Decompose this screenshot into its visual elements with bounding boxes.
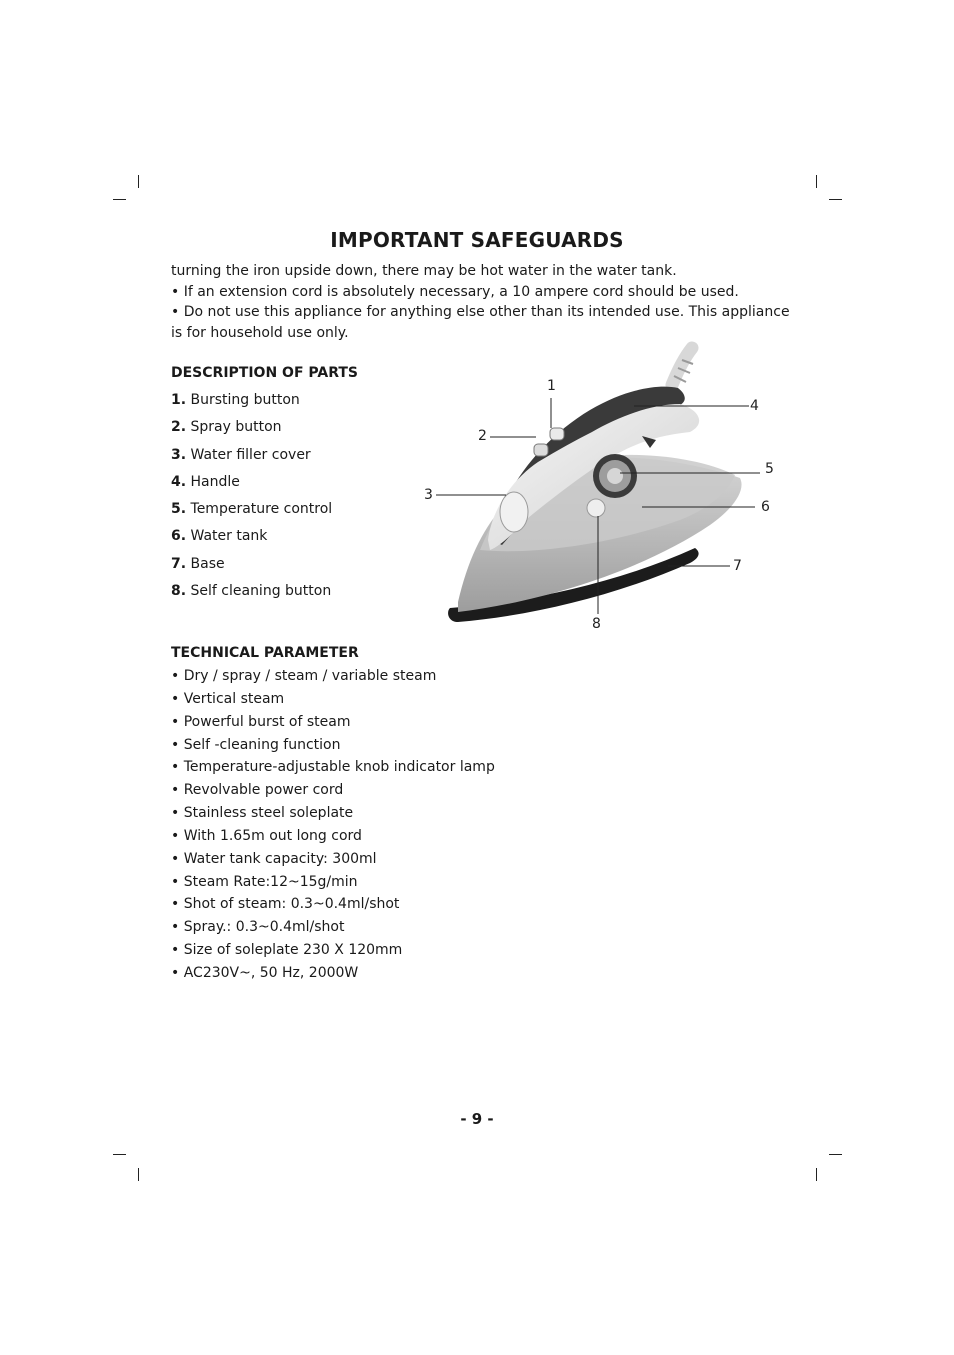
list-item: • Revolvable power cord — [171, 782, 344, 799]
page-number: - 9 - — [460, 1110, 494, 1128]
crop-mark — [138, 1168, 139, 1181]
item-number: 4. — [171, 473, 187, 490]
list-item: • Stainless steel soleplate — [171, 805, 354, 822]
list-item — [171, 417, 332, 444]
callout-7: 7 — [733, 558, 742, 574]
steam-iron-diagram — [410, 340, 790, 640]
water-filler-shape — [500, 492, 528, 532]
item-number: 8. — [171, 583, 187, 600]
list-item — [171, 472, 332, 499]
item-label: Water filler cover — [190, 446, 311, 463]
list-item: • Self -cleaning function — [171, 736, 341, 753]
tech-list — [171, 666, 495, 986]
item-number: 1. — [171, 392, 187, 408]
page-title: IMPORTANT SAFEGUARDS — [330, 228, 624, 252]
callout-3: 3 — [424, 487, 433, 503]
intro-text — [171, 261, 791, 343]
list-item: • With 1.65m out long cord — [171, 827, 362, 844]
crop-mark — [816, 1168, 817, 1181]
item-number: 2. — [171, 419, 187, 436]
parts-heading: DESCRIPTION OF PARTS — [171, 365, 358, 381]
item-number: 5. — [171, 501, 187, 518]
item-label: Self cleaning button — [190, 583, 332, 600]
item-number: 7. — [171, 555, 187, 572]
list-item: • AC230V~, 50 Hz, 2000W — [171, 964, 359, 981]
list-item — [171, 554, 332, 581]
list-item — [171, 445, 332, 472]
list-item: • Spray.: 0.3~0.4ml/shot — [171, 919, 345, 936]
list-item — [171, 390, 332, 417]
item-label: Temperature control — [190, 501, 333, 518]
intro-paragraph: turning the iron upside down, there may be hot water in the water tank. — [171, 263, 677, 279]
callout-1: 1 — [547, 378, 556, 394]
intro-paragraph: • If an extension cord is absolutely necessary, a 10 ampere cord should be used. — [171, 283, 739, 300]
crop-mark — [113, 199, 126, 200]
callout-6: 6 — [761, 499, 770, 515]
list-item — [171, 526, 332, 553]
crop-mark — [138, 175, 139, 188]
item-label: Base — [190, 555, 225, 572]
list-item: • Steam Rate:12~15g/min — [171, 873, 358, 890]
item-number: 3. — [171, 446, 187, 463]
tech-heading: TECHNICAL PARAMETER — [171, 645, 359, 661]
item-label: Bursting button — [190, 392, 300, 408]
list-item: • Dry / spray / steam / variable steam — [171, 668, 437, 684]
item-label: Handle — [190, 473, 240, 490]
crop-mark — [829, 1154, 842, 1155]
callout-8: 8 — [592, 616, 601, 632]
parts-list — [171, 390, 332, 608]
crop-mark — [816, 175, 817, 188]
intro-paragraph: • Do not use this appliance for anything else other than its intended use. This appliance is for household use only. — [171, 304, 790, 341]
list-item — [171, 581, 332, 608]
callout-2: 2 — [478, 428, 487, 444]
list-item: • Vertical steam — [171, 690, 285, 707]
list-item: • Shot of steam: 0.3~0.4ml/shot — [171, 896, 400, 913]
burst-button-shape — [550, 428, 564, 440]
item-label: Water tank — [190, 528, 268, 545]
list-item — [171, 499, 332, 526]
self-cleaning-button-shape — [587, 499, 605, 517]
crop-mark — [113, 1154, 126, 1155]
list-item: • Water tank capacity: 300ml — [171, 850, 377, 867]
crop-mark — [829, 199, 842, 200]
list-item: • Powerful burst of steam — [171, 713, 351, 730]
list-item: • Temperature-adjustable knob indicator lamp — [171, 759, 495, 776]
item-label: Spray button — [190, 419, 282, 436]
spray-button-shape — [534, 444, 548, 456]
item-number: 6. — [171, 528, 187, 545]
callout-5: 5 — [765, 461, 774, 477]
callout-4: 4 — [750, 398, 759, 414]
list-item: • Size of soleplate 230 X 120mm — [171, 942, 403, 959]
